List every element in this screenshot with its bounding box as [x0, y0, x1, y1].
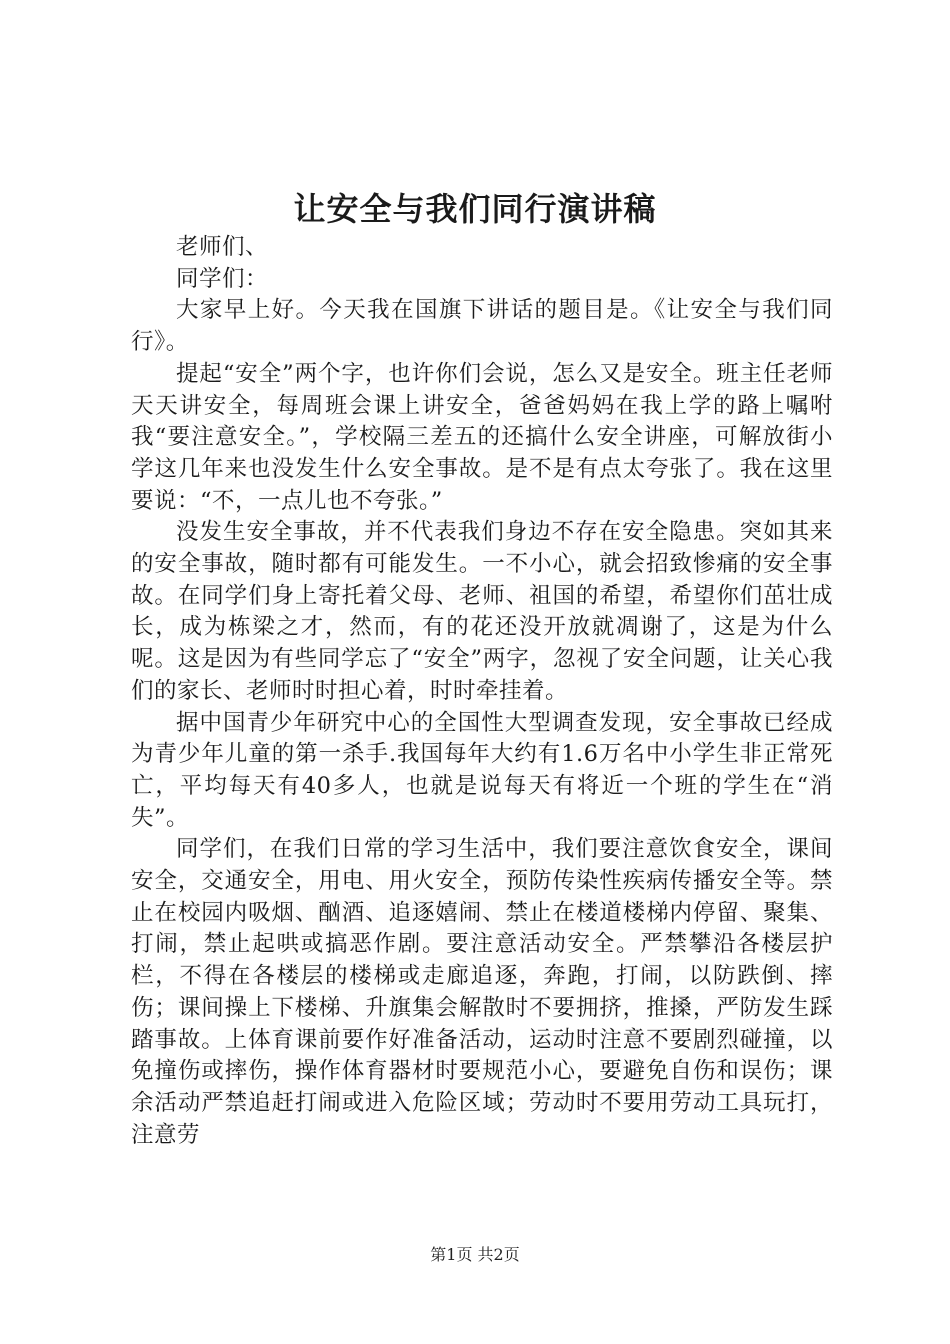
document-title: 让安全与我们同行演讲稿: [293, 190, 657, 228]
salutation-teachers: 老师们、: [176, 234, 269, 260]
salutation-students: 同学们：: [176, 265, 269, 292]
paragraph-safety-rules: 同学们，在我们日常的学习生活中，我们要注意饮食安全，课间安全，交通安全，用电、用火安全，预防传染性疾病传播安全等。禁止在校园内吸烟、酗酒、追逐嬉闹、禁止在楼道楼梯内停留、聚集、打闹，禁止起哄或搞恶作剧。要注意活动安全。严禁攀沿各楼层护栏，不得在各楼层的楼梯或走廊追逐，奔跑，打闹，以防跌倒、摔伤；课间操上下楼梯、升旗集会解散时不要拥挤，推搡，严防发生踩踏事故。上体育课前要作好准备活动，运动时注意不要剧烈碰撞，以免撞伤或摔伤，操作体育器材时要规范小心，要避免自伤和误伤；课余活动严禁追赶打闹或进入危险区域；劳动时不要用劳动工具玩打，注意劳: [131, 836, 833, 1148]
paragraph-greeting: 大家早上好。今天我在国旗下讲话的题目是。《让安全与我们同行》。: [131, 297, 833, 356]
paragraph-statistics: 据中国青少年研究中心的全国性大型调查发现，安全事故已经成为青少年儿童的第一杀手.我国每年大约有1.6万名中小学生非正常死亡，平均每天有40多人，也就是说每天有将近一个班的学生在“消失”。: [131, 709, 833, 831]
document-body: [131, 232, 833, 1151]
paragraph-hidden-dangers: 没发生安全事故，并不代表我们身边不存在安全隐患。突如其来的安全事故，随时都有可能发生。一不小心，就会招致惨痛的安全事故。在同学们身上寄托着父母、老师、祖国的希望，希望你们茁壮成长，成为栋梁之才，然而，有的花还没开放就凋谢了，这是为什么呢。这是因为有些同学忘了“安全”两字，忽视了安全问题，让关心我们的家长、老师时时担心着，时时牵挂着。: [131, 519, 833, 704]
paragraph-safety-intro: 提起“安全”两个字，也许你们会说，怎么又是安全。班主任老师天天讲安全，每周班会课上讲安全，爸爸妈妈在我上学的路上嘱咐我“要注意安全。”，学校隔三差五的还搞什么安全讲座，可解放街小学这几年来也没发生什么安全事故。是不是有点太夸张了。我在这里要说：“不，一点儿也不夸张。”: [131, 360, 833, 514]
page-footer: 第1页 共2页: [430, 1245, 520, 1264]
